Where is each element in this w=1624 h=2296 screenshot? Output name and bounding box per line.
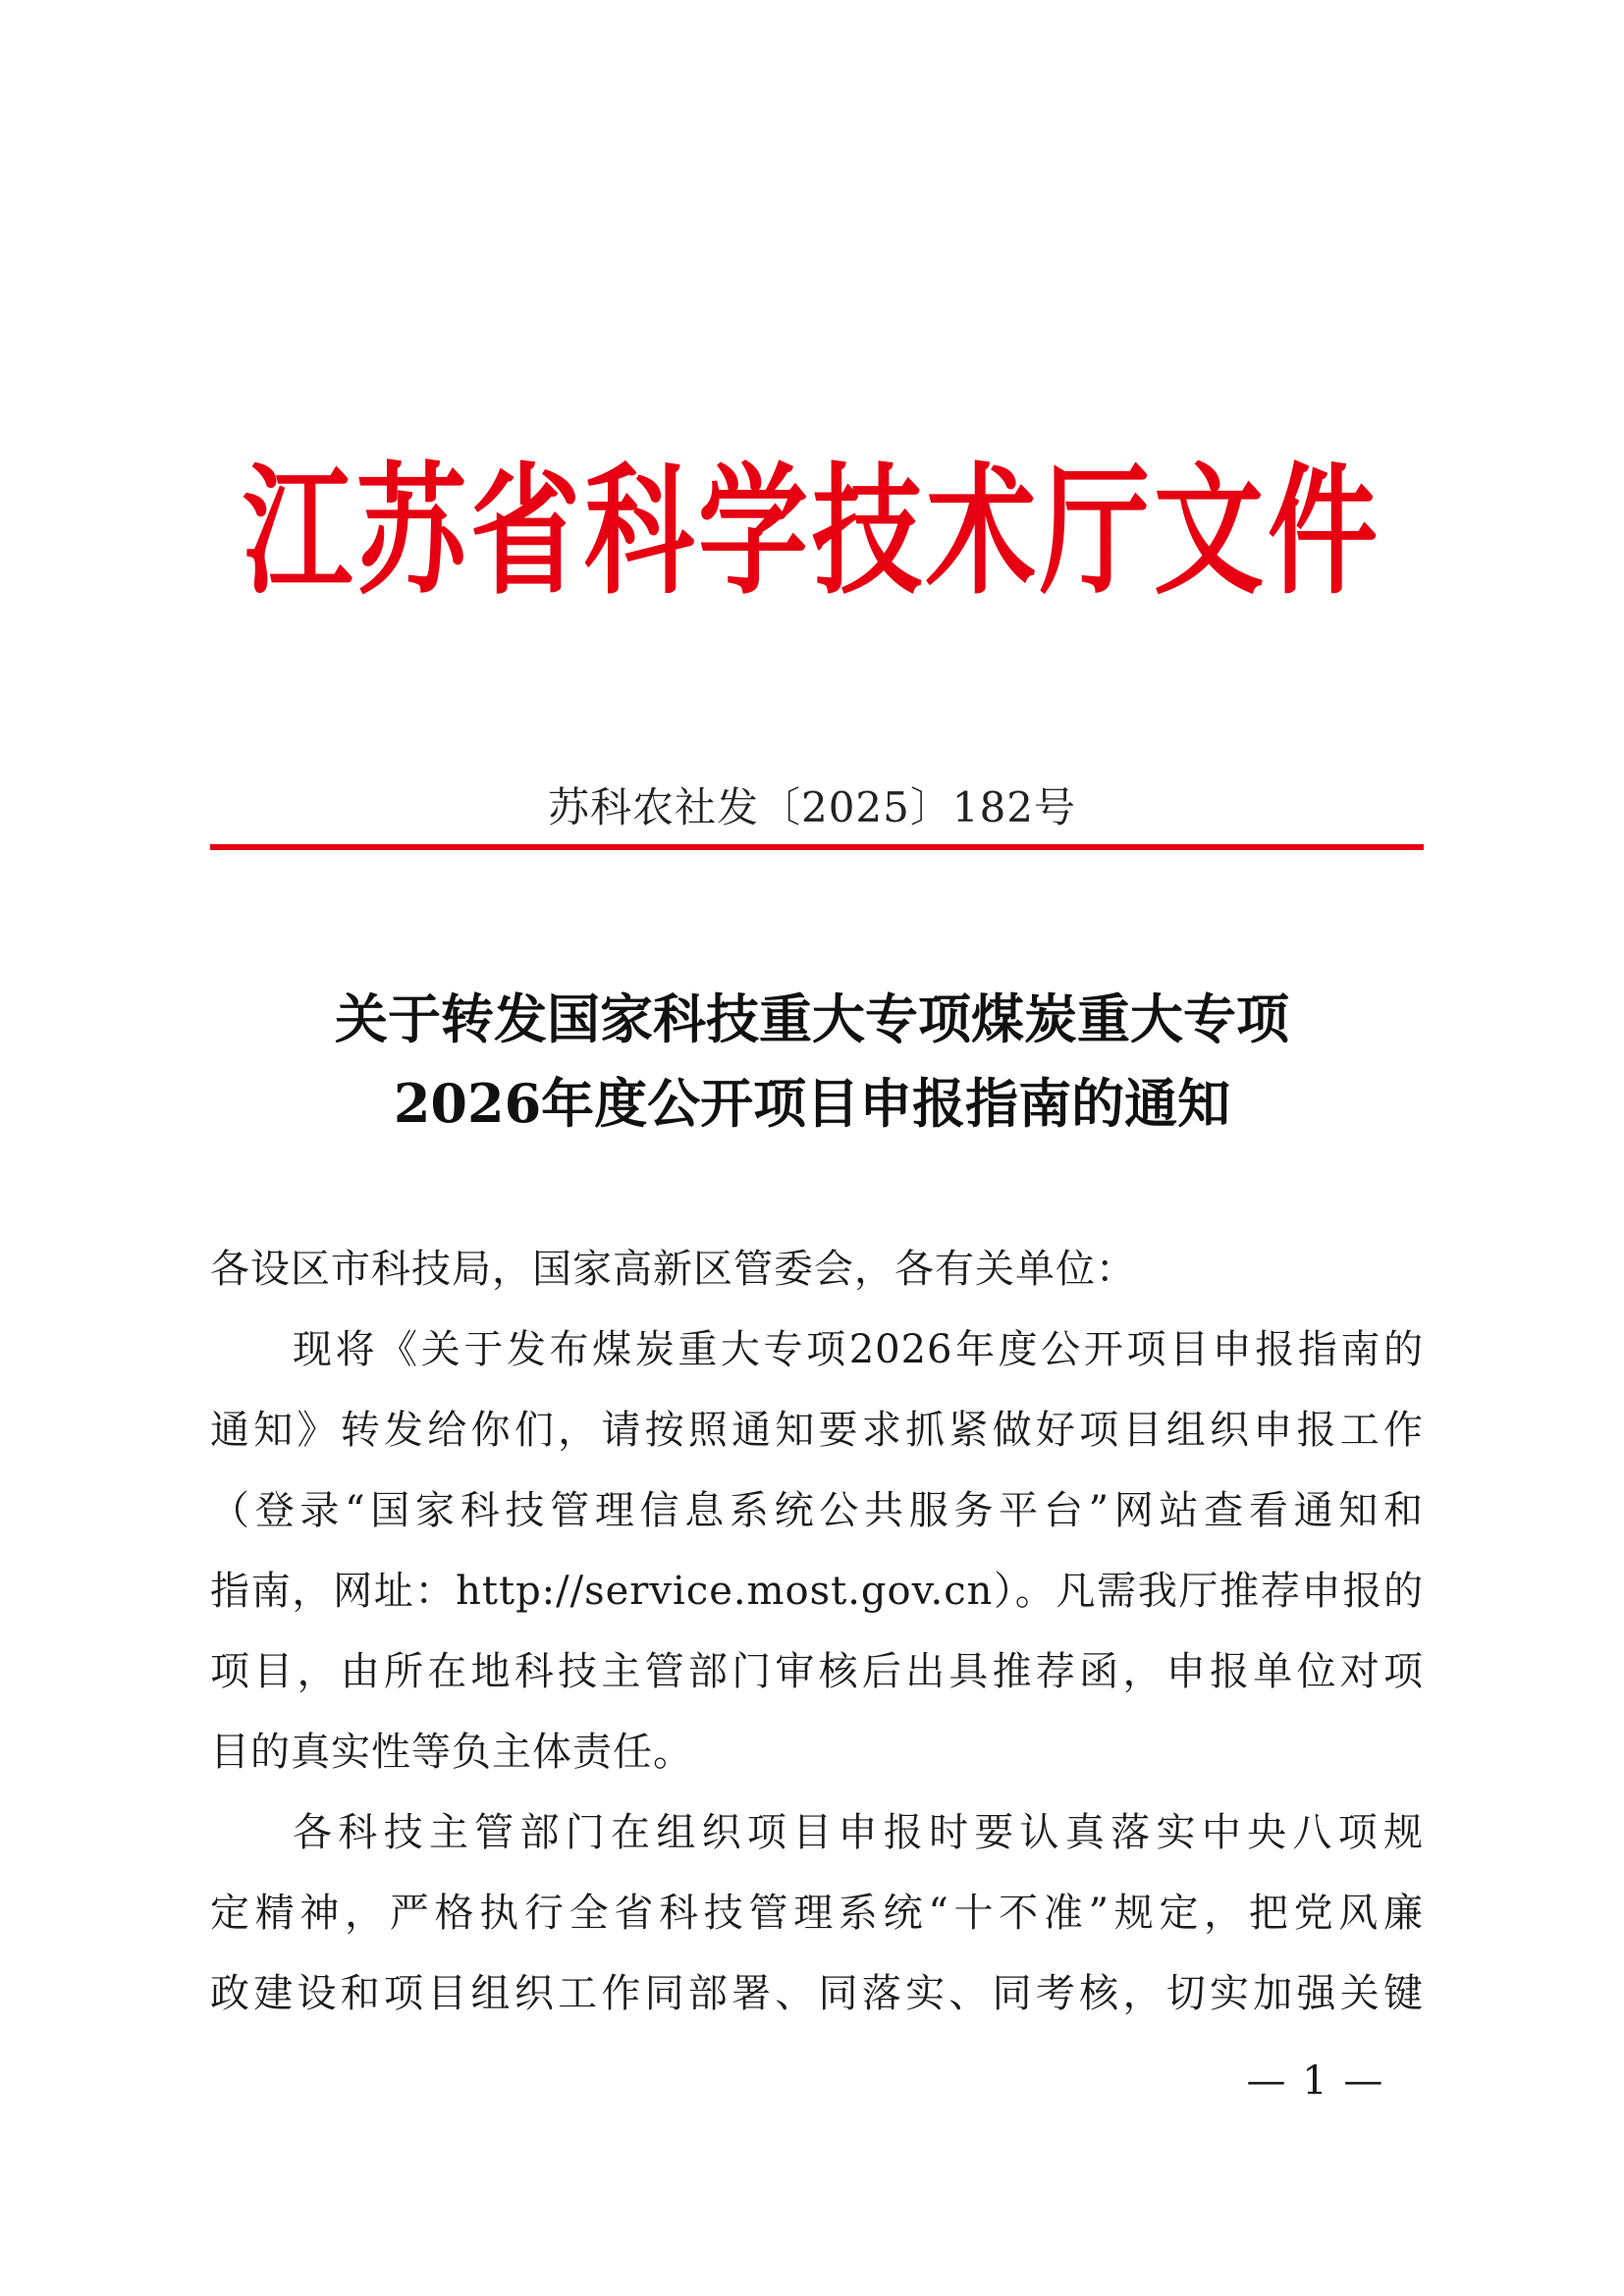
paragraph-1-line: 现将《关于发布煤炭重大专项2026年度公开项目申报指南的	[293, 1327, 1424, 1372]
page-number: — 1 —	[1246, 2058, 1385, 2104]
document-title	[0, 977, 1624, 1146]
paragraph-1-line: 项目，由所在地科技主管部门审核后出具推荐函，申报单位对项	[210, 1649, 1424, 1694]
paragraph-1-line: 指南，网址：http://service.most.gov.cn）。凡需我厅推荐申报的	[210, 1569, 1424, 1614]
paragraph-2-line: 定精神，严格执行全省科技管理系统“十不准”规定，把党风廉	[210, 1891, 1424, 1936]
paragraph-2-line: 各科技主管部门在组织项目申报时要认真落实中央八项规	[293, 1810, 1424, 1855]
document-number: 苏科农社发〔2025〕182号	[547, 783, 1077, 831]
paragraph-2-line: 政建设和项目组织工作同部署、同落实、同考核，切实加强关键	[210, 1971, 1424, 2016]
document-title-line-1: 关于转发国家科技重大专项煤炭重大专项	[335, 988, 1289, 1050]
agency-header-title: 江苏省科学技术厅文件	[243, 451, 1381, 614]
paragraph-1-line: 目的真实性等负主体责任。	[210, 1730, 693, 1775]
document-title-line-2: 2026年度公开项目申报指南的通知	[393, 1072, 1231, 1135]
red-divider-rule	[210, 844, 1424, 850]
document-body	[210, 1229, 1424, 2034]
salutation: 各设区市科技局，国家高新区管委会，各有关单位：	[210, 1247, 1136, 1292]
paragraph-1-line: （登录“国家科技管理信息系统公共服务平台”网站查看通知和	[210, 1488, 1424, 1533]
paragraph-1-line: 通知》转发给你们，请按照通知要求抓紧做好项目组织申报工作	[210, 1408, 1424, 1453]
